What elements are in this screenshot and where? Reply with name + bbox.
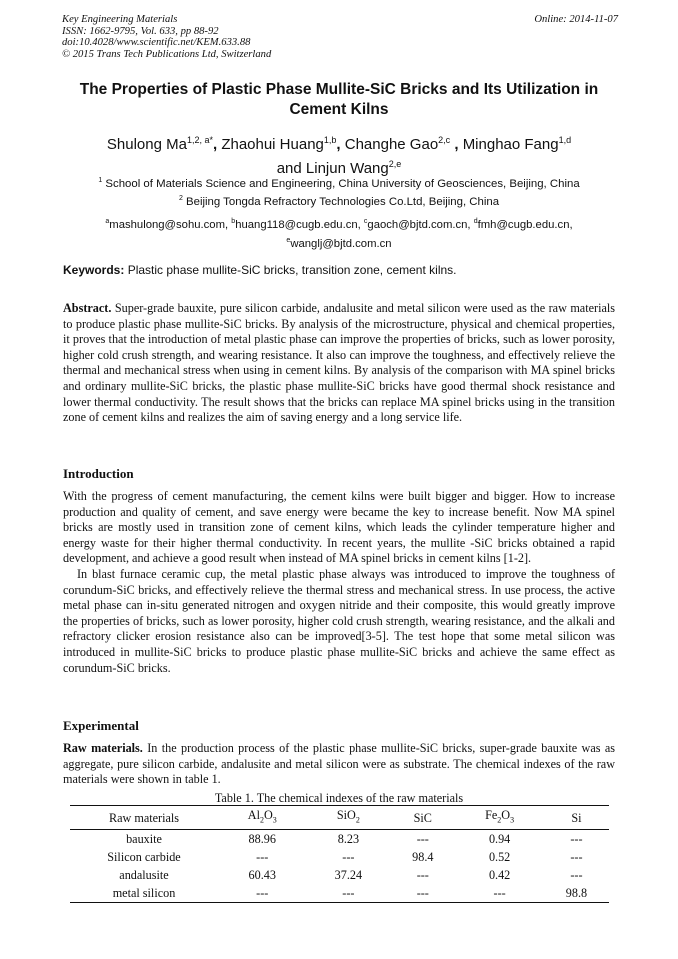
email-address[interactable]: mashulong@sohu.com, xyxy=(109,218,232,231)
author-affil-sup: 1,b xyxy=(323,135,337,145)
abstract xyxy=(63,301,615,426)
journal-name: Key Engineering Materials xyxy=(62,14,178,25)
author-name: Shulong Ma xyxy=(106,136,187,153)
affiliation-number: 2 xyxy=(178,195,183,202)
author-name: and Linjun Wang xyxy=(276,159,389,177)
author-affil-sup: 1,2, a* xyxy=(186,135,213,145)
table-cell: --- xyxy=(570,832,583,847)
table-cell: metal silicon xyxy=(70,884,218,903)
doi-line: doi:10.4028/www.scientific.net/KEM.633.88 xyxy=(62,37,251,49)
table-cell: 37.24 xyxy=(334,868,363,883)
author-separator: , xyxy=(212,136,222,153)
column-header: Si xyxy=(544,806,609,830)
column-header: SiC xyxy=(390,806,455,830)
table-cell: 0.52 xyxy=(488,850,511,865)
author-affil-sup: 1,d xyxy=(558,135,572,145)
author-name: Zhaohui Huang xyxy=(221,136,324,153)
column-header: SiO$_2$ xyxy=(307,806,391,830)
raw-materials-paragraph xyxy=(63,741,615,788)
keywords-label: Keywords: xyxy=(63,263,125,277)
table-cell: bauxite xyxy=(126,832,162,847)
table-cell: --- xyxy=(218,884,307,903)
title-line-2: Cement Kilns xyxy=(289,101,389,118)
affiliation-text: Beijing Tongda Refractory Technologies Co.Ltd, Beijing, China xyxy=(186,195,500,208)
column-header: Raw materials xyxy=(70,806,218,830)
raw-materials-label: Raw materials. xyxy=(63,741,143,755)
table-cell: --- xyxy=(455,884,544,903)
paper-title xyxy=(40,80,638,120)
author-name: Changhe Gao xyxy=(344,136,439,153)
author-separator: , xyxy=(450,136,463,153)
table-cell: --- xyxy=(307,884,391,903)
raw-materials-text: In the production process of the plastic phase mullite-SiC bricks, super-grade bauxite was as aggregate, pure silicon carbide, andalusite and metal silicon were as substrate. The chemical indexes of the raw materials were shown in table 1. xyxy=(63,741,616,787)
table-row xyxy=(70,830,609,849)
author-line-1 xyxy=(40,131,638,155)
running-header xyxy=(62,14,618,60)
author-list xyxy=(40,131,638,178)
table-cell: 0.42 xyxy=(488,868,511,883)
table-cell: 8.23 xyxy=(337,832,360,847)
email-line-1 xyxy=(40,214,638,233)
affiliation-number: 1 xyxy=(98,177,103,184)
table-cell: Silicon carbide xyxy=(107,850,181,865)
affiliation-1 xyxy=(40,177,638,190)
author-line-2 xyxy=(40,155,638,179)
table-cell: 98.8 xyxy=(544,884,609,903)
online-date: Online: 2014-11-07 xyxy=(534,14,618,25)
email-address[interactable]: gaoch@bjtd.com.cn, xyxy=(367,218,474,231)
affiliation-2 xyxy=(40,195,638,208)
abstract-label: Abstract. xyxy=(63,301,112,315)
table-cell: --- xyxy=(570,850,583,865)
table-row xyxy=(70,866,609,884)
table-cell: 0.94 xyxy=(488,832,511,847)
email-sup: d xyxy=(473,218,478,225)
author-separator: , xyxy=(336,136,345,153)
table-cell: --- xyxy=(570,868,583,883)
table-cell: --- xyxy=(416,868,429,883)
table-row xyxy=(70,884,609,903)
title-line-1: The Properties of Plastic Phase Mullite-SiC Bricks and Its Utilization in xyxy=(79,81,599,98)
table-cell: 98.4 xyxy=(412,850,434,865)
issn-line: ISSN: 1662-9795, Vol. 633, pp 88-92 xyxy=(62,25,219,37)
table-cell: --- xyxy=(256,850,269,865)
email-list xyxy=(40,214,638,252)
table-caption: Table 1. The chemical indexes of the raw materials xyxy=(214,791,464,805)
author-affil-sup: 2,c xyxy=(438,135,451,145)
table-cell: 88.96 xyxy=(248,832,276,847)
table-row xyxy=(70,848,609,866)
email-sup: c xyxy=(363,218,368,225)
email-address[interactable]: wanglj@bjtd.com.cn xyxy=(290,237,392,250)
introduction-paragraph-2: In blast furnace ceramic cup, the metal plastic phase always was introduced to improve the toughness of corundum-SiC bricks, and effectively relieve the thermal stress and mechanical stress. In use process, the active metal phase can in-situ generated nitrogen and oxygen nitride and their composite, this would greatly improve the properties of bricks, such as lower porosity, higher cold crush strength, wearing resistance, and the alkali and refractory clicker erosion resistance also can be improved[3-5]. The test hope that some metal silicon was introduced in mullite-SiC bricks to produce plastic phase mullite-SiC bricks and achieve the same effect as corundum-SiC bricks. xyxy=(63,566,615,675)
column-header: $Al_2O_3$ xyxy=(218,806,307,830)
table-header-row xyxy=(70,806,609,830)
author-name: Minghao Fang xyxy=(462,136,559,153)
email-address[interactable]: fmh@cugb.edu.cn, xyxy=(477,218,573,231)
table-cell: --- xyxy=(390,884,455,903)
affiliation-text: School of Materials Science and Engineering, China University of Geosciences, Beijing, China xyxy=(105,177,580,190)
copyright-line: © 2015 Trans Tech Publications Ltd, Switzerland xyxy=(62,48,272,60)
introduction-heading: Introduction xyxy=(63,466,134,481)
experimental-heading: Experimental xyxy=(63,718,139,733)
author-affil-sup: 2,e xyxy=(388,158,402,169)
abstract-text: Super-grade bauxite, pure silicon carbide, andalusite and metal silicon were used as the raw materials to produce plastic phase mullite-SiC bricks. By analysis of the microstructure, physical and chemical properties, it proves that the introduction of metal plastic phase can improve the properties of bricks, such as lower porosity, higher cold crush strength, and wearing resistance. It also can improve the toughness, and effectively relieve the thermal and mechanical stress when using in cement kilns. By analysis of the comparison with MA spinel bricks and ordinary mullite-SiC bricks, the plastic phase mullite-SiC bricks have good thermal shock resistance and lower thermal conductivity. The result shows that the bricks can replace MA spinel bricks using in the transition zone of cement kilns and realizes the aim of saving energy and a long service life. xyxy=(63,301,615,425)
column-header: $Fe_2O_3$ xyxy=(455,806,544,830)
keywords xyxy=(63,263,457,277)
table-cell: --- xyxy=(416,832,429,847)
keywords-text: Plastic phase mullite-SiC bricks, transition zone, cement kilns. xyxy=(124,263,457,277)
email-address[interactable]: huang118@cugb.edu.cn, xyxy=(235,218,364,231)
email-line-2 xyxy=(40,233,638,252)
table-cell: 60.43 xyxy=(248,868,276,883)
table-cell: andalusite xyxy=(119,868,169,883)
introduction-paragraph-1: With the progress of cement manufacturing, the cement kilns were built bigger and bigger. How to increase production and quality of cement, and save energy were became the key to increase benefit. Now MA spinel bricks are mostly used in transition zone of cement kilns, which leads the cylinder temperature higher and energy waste for their higher thermal conductivity. In recent years, the mullite -SiC bricks obtained a rapid development, and achieve a good result when instead of MA spinel bricks in cement kilns [1-2]. xyxy=(63,489,615,566)
table-cell: --- xyxy=(342,850,355,865)
introduction-body xyxy=(63,489,615,676)
email-sup: a xyxy=(105,218,110,225)
chemical-index-table xyxy=(70,805,609,903)
email-sup: e xyxy=(286,236,291,244)
email-sup: b xyxy=(231,218,236,225)
